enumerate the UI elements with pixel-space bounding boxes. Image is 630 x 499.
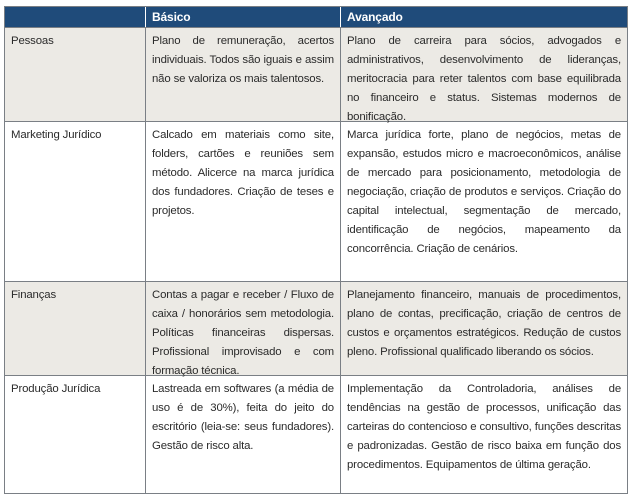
basico-cell: Calcado em materiais como site, folders, cartões e reuniões sem método. Alicerce na marca jurídica dos fundadores. Criação de teses e projetos. xyxy=(145,122,340,281)
row-label: Produção Jurídica xyxy=(11,383,101,395)
table-row-pessoas xyxy=(5,27,627,121)
row-label: Finanças xyxy=(5,282,145,375)
avancado-cell: Plano de carreira para sócios, advogados e administrativos, desenvolvimento de lideranças, meritocracia para reter talentos com base equilibrada no financeiro e status. Sistemas modernos de bonificação. xyxy=(340,28,627,121)
comparison-table xyxy=(4,6,628,494)
header-empty-cell xyxy=(5,7,145,27)
row-label: Marketing Jurídico xyxy=(11,129,102,141)
avancado-cell: Planejamento financeiro, manuais de procedimentos, plano de contas, precificação, criação de centros de custos e orçamentos estratégicos. Redução de custos pleno. Profissional qualificado liberando os sócios. xyxy=(340,282,627,375)
table-row-producao xyxy=(5,375,627,493)
avancado-cell: Marca jurídica forte, plano de negócios, metas de expansão, estudos micro e macroeconômicos, análise de mercado para posicionamento, metodologia de negociação, criação de produtos e serviços. Criação do capital intelectual, segmentação de mercado, identificação de negócios, mapeamento da concorrência. Criação de cenários. xyxy=(340,122,627,281)
row-label: Pessoas xyxy=(5,28,145,121)
basico-cell: Plano de remuneração, acertos individuais. Todos são iguais e assim não se valoriza os mais talentosos. xyxy=(145,28,340,121)
header-avancado: Avançado xyxy=(340,7,627,27)
table-row-marketing xyxy=(5,121,627,281)
basico-cell: Contas a pagar e receber / Fluxo de caixa / honorários sem metodologia. Políticas financeiras dispersas. Profissional improvisado e com formação técnica. xyxy=(145,282,340,375)
avancado-cell: Implementação da Controladoria, análises de tendências na gestão de processos, unificação das carteiras do contencioso e consultivo, funções descritas e padronizadas. Gestão de risco baixa em função dos procedimentos. Equipamentos de última geração. xyxy=(340,376,627,493)
header-basico: Básico xyxy=(145,7,340,27)
table-row-financas xyxy=(5,281,627,375)
basico-cell: Lastreada em softwares (a média de uso é de 30%), feita do jeito do escritório (leia-se: seus fundadores). Gestão de risco alta. xyxy=(145,376,340,493)
table-header-row xyxy=(5,7,627,27)
